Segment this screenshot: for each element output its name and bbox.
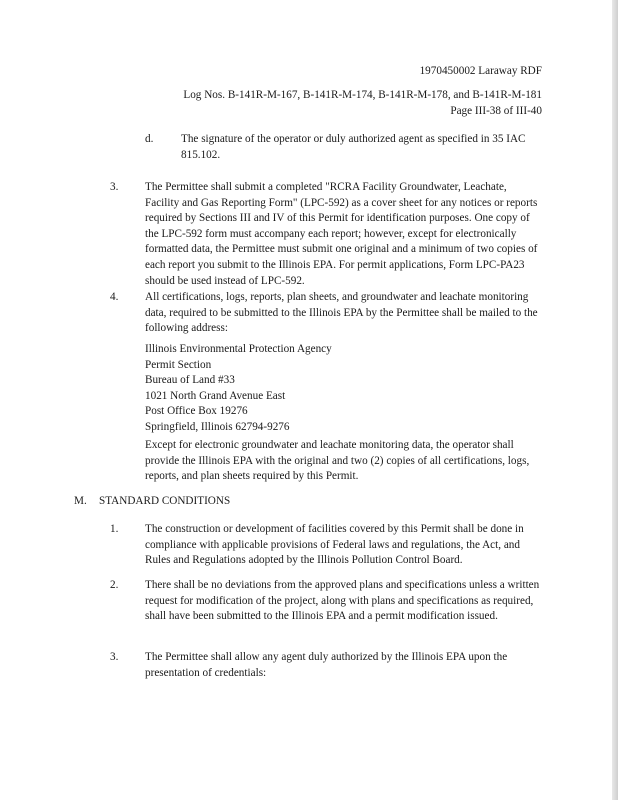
item-d-marker: d. [145, 133, 154, 145]
item-4-closing-paragraph: Except for electronic groundwater and leachate monitoring data, the operator shall provide the Illinois EPA with the original and two (2) copies of all certifications, logs, reports, and plan sheets required by this Permit. [145, 439, 530, 483]
condition-2-paragraph: There shall be no deviations from the approved plans and specifications unless a written request for modification of the project, along with plans and specifications as required, shall have been submitted to the Illinois EPA and a permit modification issued. [145, 579, 540, 623]
condition-3-marker: 3. [110, 651, 119, 663]
item-3-marker: 3. [110, 181, 119, 193]
item-d-paragraph: The signature of the operator or duly authorized agent as specified in 35 IAC 815.102. [181, 133, 526, 161]
section-m-title: STANDARD CONDITIONS [99, 495, 231, 507]
condition-1-marker: 1. [110, 523, 119, 535]
condition-1-paragraph: The construction or development of facilities covered by this Permit shall be done in compliance with applicable provisions of Federal laws and regulations, the Act, and Rules and Regulations adopted by the Illinois Pollution Control Board. [145, 523, 524, 567]
condition-2-marker: 2. [110, 579, 119, 591]
item-3-paragraph: The Permittee shall submit a completed "RCRA Facility Groundwater, Leachate, Facility and Gas Reporting Form" (LPC-592) as a cover sheet for any notices or reports required by Sections III and IV of this Permit for identification purposes. One copy of the LPC-592 form must accompany each report; however, except for electronically formatted data, the Permittee must submit one original and a minimum of two copies of each report you submit to the Illinois EPA. For permit applications, Form LPC-PA23 should be used instead of LPC-592. [145, 181, 538, 287]
item-4-paragraph: All certifications, logs, reports, plan sheets, and groundwater and leachate monitoring data, required to be submitted to the Illinois EPA by the Permittee shall be mailed to the following address: [145, 291, 538, 335]
condition-3-paragraph: The Permittee shall allow any agent duly authorized by the Illinois EPA upon the presentation of credentials: [145, 651, 508, 679]
condition-2-text [145, 578, 545, 625]
item-4-marker: 4. [110, 291, 119, 303]
mailing-address [145, 342, 485, 436]
condition-1-text [145, 522, 545, 569]
page-edge [612, 0, 618, 800]
item-4-text [145, 290, 541, 337]
address-line: 1021 North Grand Avenue East [145, 389, 286, 402]
section-m-marker: M. [74, 495, 87, 507]
header-page-number: Page III-38 of III-40 [450, 105, 542, 117]
address-line: Bureau of Land #33 [145, 374, 235, 387]
address-line: Illinois Environmental Protection Agency [145, 343, 332, 355]
item-d-text [181, 132, 538, 163]
address-line: Permit Section [145, 358, 212, 371]
address-line: Post Office Box 19276 [145, 405, 248, 418]
item-3-text [145, 180, 541, 289]
item-4-closing [145, 438, 545, 485]
header-log-numbers: Log Nos. B-141R-M-167, B-141R-M-174, B-141R-M-178, and B-141R-M-181 [183, 89, 542, 101]
address-line: Springfield, Illinois 62794-9276 [145, 420, 290, 433]
condition-3-text [145, 650, 541, 681]
header-facility-id: 1970450002 Laraway RDF [419, 65, 542, 77]
